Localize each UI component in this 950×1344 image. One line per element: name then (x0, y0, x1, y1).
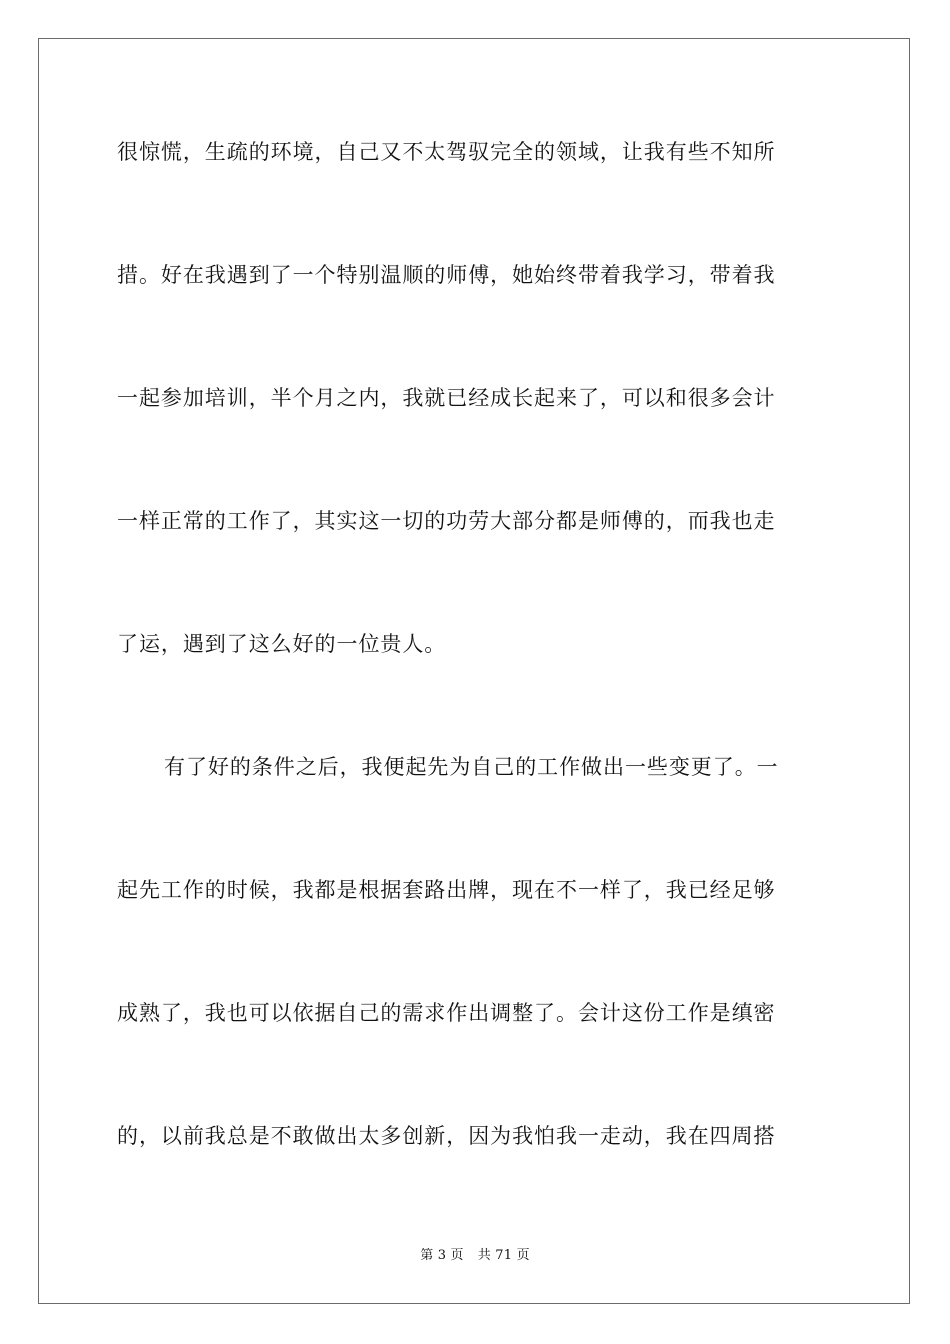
page-number: 第 3 页 (420, 1248, 464, 1263)
paragraph-start-line: 有了好的条件之后，我便起先为自己的工作做出一些变更了。一 (164, 755, 779, 779)
page-border (38, 38, 910, 1304)
text-line-2: 措。好在我遇到了一个特别温顺的师傅，她始终带着我学习，带着我 (117, 263, 776, 287)
text-line-7: 起先工作的时候，我都是根据套路出牌，现在不一样了，我已经足够 (117, 878, 776, 902)
page-footer (0, 1248, 950, 1264)
text-line-4: 一样正常的工作了，其实这一切的功劳大部分都是师傅的，而我也走 (117, 509, 776, 533)
page-total: 共 71 页 (477, 1248, 530, 1263)
text-line-8: 成熟了，我也可以依据自己的需求作出调整了。会计这份工作是缜密 (117, 1001, 776, 1025)
text-line-5: 了运，遇到了这么好的一位贵人。 (117, 632, 447, 656)
text-line-9: 的，以前我总是不敢做出太多创新，因为我怕我一走动，我在四周搭 (117, 1124, 776, 1148)
text-line-3: 一起参加培训，半个月之内，我就已经成长起来了，可以和很多会计 (117, 386, 776, 410)
text-line-1: 很惊慌，生疏的环境，自己又不太驾驭完全的领域，让我有些不知所 (117, 140, 776, 164)
